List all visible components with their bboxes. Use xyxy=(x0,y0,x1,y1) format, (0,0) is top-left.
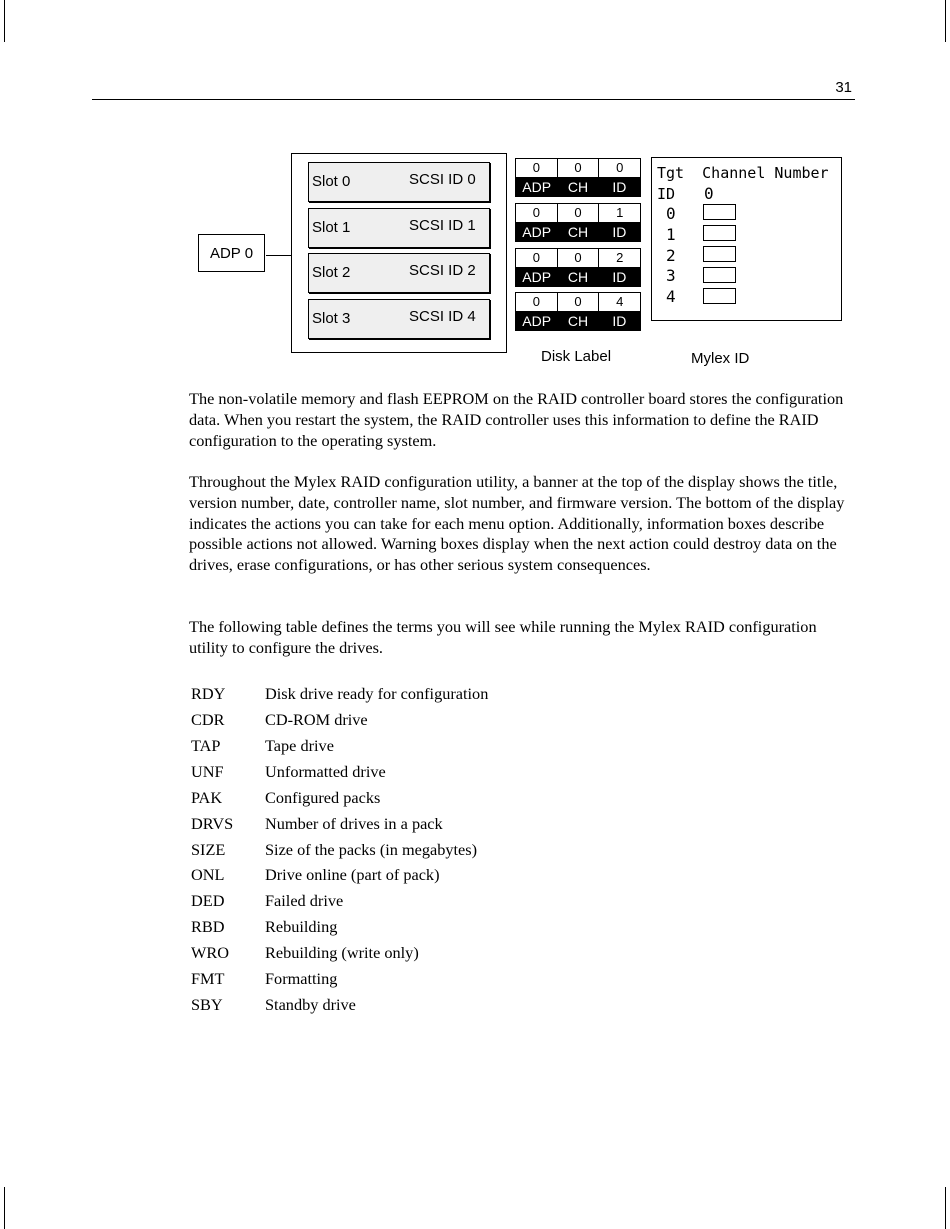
term-definition: Configured packs xyxy=(265,788,381,807)
crop-mark xyxy=(4,0,5,42)
disk-label-ch-header: CH xyxy=(567,224,589,240)
paragraph: The following table defines the terms you will see while running the Mylex RAID configuration utility to configure the drives. xyxy=(189,617,817,657)
term-definition: Disk drive ready for configuration xyxy=(265,684,489,703)
slot-label: Slot 2 xyxy=(312,264,351,281)
disk-label-id-header: ID xyxy=(612,179,627,195)
slot-label: Slot 1 xyxy=(312,219,351,236)
mylex-cell xyxy=(703,288,736,304)
disk-label xyxy=(515,292,641,331)
term-code: DRVS xyxy=(191,814,234,833)
disk-label xyxy=(515,248,641,287)
term-definition: Tape drive xyxy=(265,736,334,755)
crop-mark xyxy=(4,1187,5,1229)
mylex-target-id: 0 xyxy=(666,204,676,223)
mylex-id-box xyxy=(651,157,842,321)
term-code: CDR xyxy=(191,710,225,729)
slot-box xyxy=(308,208,490,248)
term-definition: Rebuilding xyxy=(265,917,338,936)
term-code: RDY xyxy=(191,684,226,703)
disk-label-id-value: 4 xyxy=(616,294,624,309)
mylex-target-id: 3 xyxy=(666,266,676,285)
scsi-id-label: SCSI ID 1 xyxy=(409,217,476,234)
mylex-cell xyxy=(703,204,736,220)
disk-label-ch-header: CH xyxy=(567,179,589,195)
disk-label-ch-value: 0 xyxy=(558,159,600,177)
slot-box xyxy=(308,299,490,339)
term-code: FMT xyxy=(191,969,225,988)
scsi-id-label: SCSI ID 4 xyxy=(409,308,476,325)
term-definition: Failed drive xyxy=(265,891,344,910)
term-definition: Unformatted drive xyxy=(265,762,386,781)
term-definition: CD-ROM drive xyxy=(265,710,368,729)
slot-enclosure xyxy=(291,153,507,353)
term-code: PAK xyxy=(191,788,223,807)
term-code: TAP xyxy=(191,736,221,755)
disk-label-id-value: 1 xyxy=(616,205,624,220)
crop-mark xyxy=(945,0,946,42)
scsi-id-label: SCSI ID 0 xyxy=(409,171,476,188)
disk-label-adp-header: ADP xyxy=(522,313,552,329)
header-rule xyxy=(92,99,855,100)
term-definition: Rebuilding (write only) xyxy=(265,943,419,962)
term-code: UNF xyxy=(191,762,224,781)
mylex-header-line2: ID xyxy=(657,185,676,203)
paragraph: The non-volatile memory and flash EEPROM on the RAID controller board stores the configuration data. When you restart the system, the RAID controller uses this information to define the RAID configuration to the operating system. xyxy=(189,389,844,450)
term-code: ONL xyxy=(191,865,225,884)
disk-label-ch-header: CH xyxy=(567,269,589,285)
term-definition: Size of the packs (in megabytes) xyxy=(265,840,478,859)
disk-label xyxy=(515,158,641,197)
mylex-channel-number: 0 xyxy=(704,184,714,203)
disk-label-ch-value: 0 xyxy=(558,293,600,311)
mylex-target-id: 2 xyxy=(666,246,676,265)
disk-label-adp-value: 0 xyxy=(516,249,558,267)
page-number: 31 xyxy=(835,79,852,96)
mylex-id-caption: Mylex ID xyxy=(691,350,750,367)
disk-label-id-header: ID xyxy=(612,224,627,240)
term-code: DED xyxy=(191,891,225,910)
disk-label-adp-value: 0 xyxy=(516,204,558,222)
mylex-cell xyxy=(703,225,736,241)
mylex-cell xyxy=(703,267,736,283)
disk-label-id-header: ID xyxy=(612,269,627,285)
mylex-target-id: 4 xyxy=(666,287,676,306)
term-code: SBY xyxy=(191,995,223,1014)
disk-label-adp-header: ADP xyxy=(522,224,552,240)
disk-label-id-header: ID xyxy=(612,313,627,329)
mylex-cell xyxy=(703,246,736,262)
adapter-label: ADP 0 xyxy=(209,244,254,262)
disk-label-id-value: 2 xyxy=(616,250,624,265)
disk-label-adp-header: ADP xyxy=(522,179,552,195)
disk-label xyxy=(515,203,641,242)
adapter-box xyxy=(198,234,265,272)
term-definition: Drive online (part of pack) xyxy=(265,865,440,884)
crop-mark xyxy=(945,1187,946,1229)
slot-label: Slot 0 xyxy=(312,173,351,190)
term-code: SIZE xyxy=(191,840,226,859)
disk-label-ch-header: CH xyxy=(567,313,589,329)
disk-label-adp-header: ADP xyxy=(522,269,552,285)
mylex-target-id: 1 xyxy=(666,225,676,244)
adapter-connector xyxy=(266,255,292,256)
term-definition: Number of drives in a pack xyxy=(265,814,443,833)
disk-label-adp-value: 0 xyxy=(516,159,558,177)
scsi-id-label: SCSI ID 2 xyxy=(409,262,476,279)
disk-label-ch-value: 0 xyxy=(558,204,600,222)
term-definition: Standby drive xyxy=(265,995,356,1014)
disk-label-caption: Disk Label xyxy=(541,348,612,365)
mylex-header-line1: Tgt Channel Number xyxy=(657,164,829,182)
term-definition: Formatting xyxy=(265,969,338,988)
disk-label-ch-value: 0 xyxy=(558,249,600,267)
term-code: WRO xyxy=(191,943,229,962)
slot-label: Slot 3 xyxy=(312,310,351,327)
disk-label-adp-value: 0 xyxy=(516,293,558,311)
slot-box xyxy=(308,253,490,293)
disk-label-id-value: 0 xyxy=(616,160,624,175)
paragraph: Throughout the Mylex RAID configuration utility, a banner at the top of the display shows the title, version number, date, controller name, slot number, and firmware version. The bottom of the display indicates the actions you can take for each menu option. Additionally, information boxes describe possible actions not allowed. Warning boxes display when the next action could destroy data on the drives, erase configurations, or has other serious system consequences. xyxy=(189,472,845,575)
term-code: RBD xyxy=(191,917,225,936)
slot-box xyxy=(308,162,490,202)
